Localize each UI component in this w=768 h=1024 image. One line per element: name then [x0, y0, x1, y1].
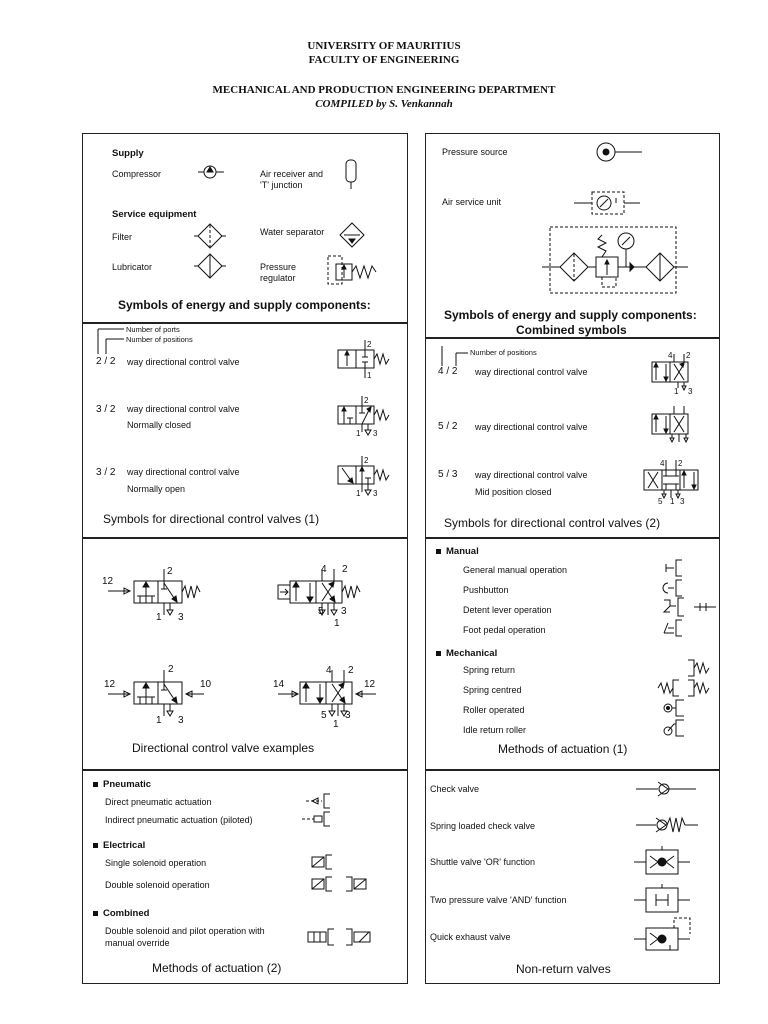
port-2-d: 2: [348, 665, 354, 676]
svg-text:4: 4: [668, 351, 673, 360]
combined-operation-icon: [306, 928, 372, 946]
port-3-d: 3: [345, 710, 351, 721]
port-12-c: 12: [104, 679, 116, 690]
svg-text:1: 1: [674, 387, 679, 396]
port-1-b: 1: [334, 618, 340, 629]
port-2-c: 2: [168, 664, 174, 675]
general-manual-icon: [664, 559, 684, 577]
label-5-3-valve: way directional control valve: [475, 470, 588, 480]
label-air-receiver: Air receiver and: [260, 169, 324, 179]
svg-text:3: 3: [688, 387, 693, 396]
caption-combined-1: Symbols of energy and supply components:: [444, 308, 697, 322]
filter-icon: [194, 222, 226, 250]
shuttle-valve-icon: [634, 846, 690, 878]
svg-text:1: 1: [356, 489, 361, 498]
heading-electrical: Electrical: [93, 840, 145, 851]
code-5-2: 5 / 2: [438, 421, 458, 432]
label-2-2-valve: way directional control valve: [127, 357, 240, 367]
header-department: MECHANICAL AND PRODUCTION ENGINEERING DEPARTMENT: [212, 84, 556, 96]
label-pressure-source: Pressure source: [442, 147, 508, 157]
svg-text:3: 3: [680, 497, 685, 506]
caption-dcv-1: Symbols for directional control valves (1): [103, 512, 320, 526]
caption-actuation-2: Methods of actuation (2): [152, 961, 282, 975]
air-service-unit-icon: [574, 190, 640, 216]
port-3-a: 3: [178, 612, 184, 623]
check-valve-icon: [636, 779, 696, 799]
label-indirect-pneumatic: Indirect pneumatic actuation (piloted): [105, 815, 253, 825]
label-t-junction: 'T' junction: [260, 180, 303, 190]
water-separator-icon: [336, 221, 368, 249]
label-double-solenoid: Double solenoid operation: [105, 880, 210, 890]
label-shuttle-valve: Shuttle valve 'OR' function: [430, 857, 535, 867]
header-faculty: FACULTY OF ENGINEERING: [308, 54, 460, 66]
port-2-b: 2: [342, 564, 348, 575]
caption-energy-supply: Symbols of energy and supply components:: [118, 298, 371, 312]
label-lubricator: Lubricator: [112, 262, 153, 272]
code-4-2: 4 / 2: [438, 366, 458, 377]
svg-text:2: 2: [367, 340, 372, 349]
port-12-d: 12: [364, 679, 376, 690]
label-single-solenoid: Single solenoid operation: [105, 858, 207, 868]
label-number-of-positions-2: Number of positions: [470, 348, 537, 357]
heading-combined: Combined: [93, 908, 149, 919]
foot-pedal-icon: [662, 619, 684, 637]
roller-operated-icon: [662, 699, 686, 717]
header-university: UNIVERSITY OF MAURITIUS: [307, 40, 461, 52]
svg-text:1: 1: [356, 429, 361, 438]
label-mid-position-closed: Mid position closed: [475, 487, 552, 497]
svg-text:5: 5: [658, 497, 663, 506]
port-14-d: 14: [273, 679, 285, 690]
port-12-a: 12: [102, 576, 114, 587]
svg-text:3: 3: [373, 489, 378, 498]
code-3-2-nc: 3 / 2: [96, 404, 116, 415]
label-3-2-nc-valve: way directional control valve: [127, 404, 240, 414]
spring-return-icon: [686, 659, 712, 677]
label-general-manual: General manual operation: [463, 565, 568, 575]
double-solenoid-icon: [310, 876, 370, 892]
label-foot-pedal: Foot pedal operation: [463, 625, 546, 635]
lubricator-icon: [194, 252, 226, 280]
label-compressor: Compressor: [112, 169, 162, 179]
port-4-b: 4: [321, 564, 327, 575]
label-normally-open: Normally open: [127, 484, 186, 494]
port-3-b: 3: [341, 606, 347, 617]
valve-2-2-icon: [336, 340, 392, 380]
caption-actuation-1: Methods of actuation (1): [498, 742, 628, 756]
svg-text:2: 2: [686, 351, 691, 360]
air-service-unit-detail-icon: [540, 225, 690, 295]
port-1-d: 1: [333, 719, 339, 730]
label-number-of-positions-1: Number of positions: [126, 335, 193, 344]
label-quick-exhaust: Quick exhaust valve: [430, 932, 511, 942]
air-receiver-icon: [344, 158, 358, 190]
spring-check-valve-icon: [636, 814, 698, 836]
idle-return-roller-icon: [662, 719, 686, 737]
label-check-valve: Check valve: [430, 784, 480, 794]
svg-text:2: 2: [364, 456, 369, 465]
label-3-2-no-valve: way directional control valve: [127, 467, 240, 477]
heading-pneumatic: Pneumatic: [93, 779, 151, 790]
two-pressure-valve-icon: [634, 884, 690, 916]
label-roller-operated: Roller operated: [463, 705, 525, 715]
port-5-b: 5: [318, 606, 324, 617]
label-pushbutton: Pushbutton: [463, 585, 509, 595]
heading-mechanical: Mechanical: [436, 648, 497, 659]
valve-4-2-icon: [650, 352, 694, 394]
label-number-of-ports: Number of ports: [126, 325, 180, 334]
port-10-c: 10: [200, 679, 212, 690]
port-1-a: 1: [156, 612, 162, 623]
svg-text:1: 1: [367, 371, 372, 380]
caption-dcv-examples: Directional control valve examples: [132, 741, 315, 755]
label-spring-return: Spring return: [463, 665, 516, 675]
detent-lever-icon: [662, 597, 718, 617]
caption-dcv-2: Symbols for directional control valves (2): [444, 516, 661, 530]
svg-text:1: 1: [670, 497, 675, 506]
label-filter: Filter: [112, 232, 132, 242]
port-3-c: 3: [178, 715, 184, 726]
compressor-icon: [198, 164, 224, 180]
svg-text:4: 4: [660, 459, 665, 468]
valve-5-3-icon: [642, 458, 708, 504]
label-5-2-valve: way directional control valve: [475, 422, 588, 432]
port-5-d: 5: [321, 710, 327, 721]
label-direct-pneumatic: Direct pneumatic actuation: [105, 797, 212, 807]
label-normally-closed: Normally closed: [127, 420, 192, 430]
svg-text:2: 2: [364, 396, 369, 405]
label-regulator: regulator: [260, 273, 296, 283]
label-combined-desc-2: manual override: [105, 938, 170, 948]
code-3-2-no: 3 / 2: [96, 467, 116, 478]
label-idle-return-roller: Idle return roller: [463, 725, 527, 735]
header-compiled: COMPILED by S. Venkannah: [315, 98, 453, 110]
port-1-c: 1: [156, 715, 162, 726]
label-4-2-valve: way directional control valve: [475, 367, 588, 377]
pushbutton-icon: [662, 579, 684, 597]
indirect-pneumatic-icon: [300, 811, 334, 827]
port-4-d: 4: [326, 665, 332, 676]
label-combined-desc-1: Double solenoid and pilot operation with: [105, 926, 265, 936]
label-air-service-unit: Air service unit: [442, 197, 502, 207]
single-solenoid-icon: [310, 854, 336, 870]
svg-text:2: 2: [678, 459, 683, 468]
valve-3-2-nc-icon: [336, 396, 392, 440]
caption-non-return-valves: Non-return valves: [516, 962, 611, 976]
heading-manual: Manual: [436, 546, 479, 557]
valve-5-2-icon: [650, 404, 694, 448]
label-service-equipment: Service equipment: [112, 209, 197, 220]
label-water-separator: Water separator: [260, 227, 325, 237]
valve-3-2-no-icon: [336, 456, 392, 500]
pressure-regulator-icon: [326, 254, 384, 288]
spring-centred-icon: [656, 679, 714, 697]
example-valve-b-icon: [276, 563, 396, 625]
pressure-source-icon: [594, 140, 644, 164]
code-5-3: 5 / 3: [438, 469, 458, 480]
label-supply: Supply: [112, 148, 144, 159]
code-2-2: 2 / 2: [96, 356, 116, 367]
caption-combined-2: Combined symbols: [516, 323, 627, 337]
quick-exhaust-valve-icon: [634, 914, 696, 954]
label-two-pressure-valve: Two pressure valve 'AND' function: [430, 895, 567, 905]
label-spring-centred: Spring centred: [463, 685, 522, 695]
label-detent-lever: Detent lever operation: [463, 605, 552, 615]
direct-pneumatic-icon: [304, 793, 334, 809]
label-pressure: Pressure: [260, 262, 297, 272]
port-2-a: 2: [167, 566, 173, 577]
svg-text:3: 3: [373, 429, 378, 438]
label-spring-check-valve: Spring loaded check valve: [430, 821, 536, 831]
